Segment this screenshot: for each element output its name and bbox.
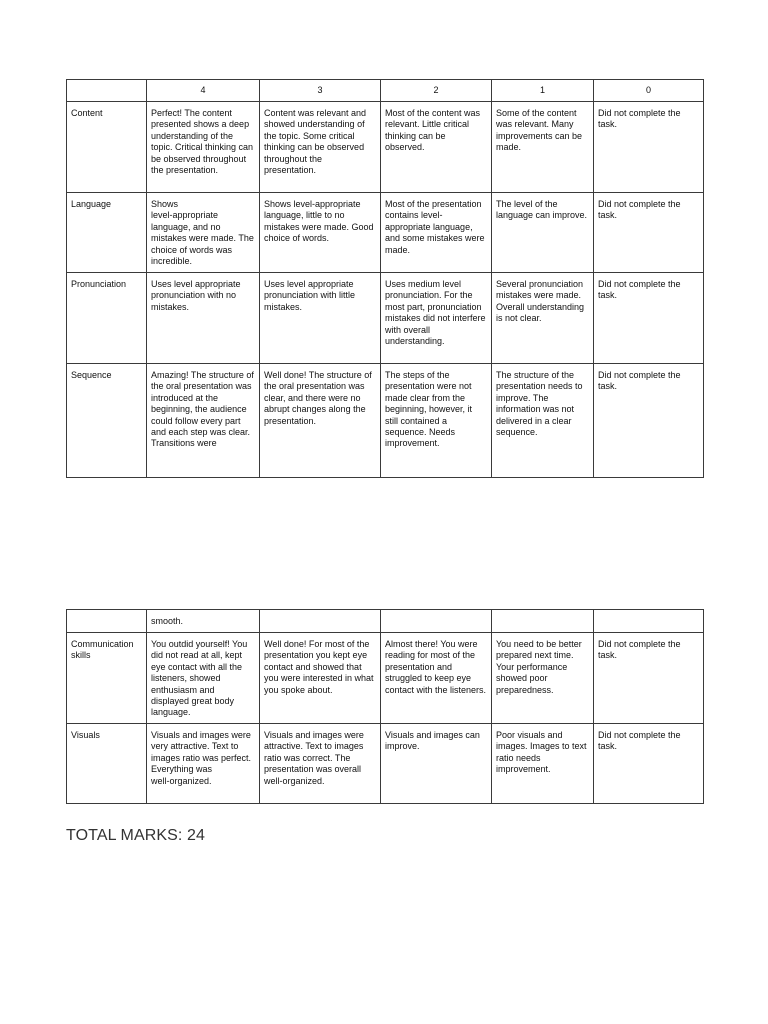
- descriptor-cell-2: Almost there! You were reading for most of the presentation and struggled to keep eye contact with the listeners.: [381, 633, 492, 724]
- rubric-row-language: [67, 193, 704, 273]
- header-cell-score-0: 0: [594, 80, 704, 102]
- descriptor-cell-0: Did not complete the task.: [594, 273, 704, 364]
- descriptor-cell-4: Shows level-appropriate language, and no mistakes were made. The choice of words was incredible.: [147, 193, 260, 273]
- criterion-cell: Pronunciation: [67, 273, 147, 364]
- criterion-cell: Sequence: [67, 364, 147, 478]
- criterion-cell: Visuals: [67, 724, 147, 804]
- descriptor-cell-4: Amazing! The structure of the oral presentation was introduced at the beginning, the audience could follow every part and each step was clear. Transitions were: [147, 364, 260, 478]
- criterion-cell: Language: [67, 193, 147, 273]
- continuation-cell-1: [492, 610, 594, 633]
- rubric-table-part-1: [66, 79, 704, 478]
- criterion-cell: Content: [67, 102, 147, 193]
- descriptor-cell-2: Most of the content was relevant. Little critical thinking can be observed.: [381, 102, 492, 193]
- descriptor-cell-3: Visuals and images were attractive. Text to images ratio was correct. The presentation was overall well-organized.: [260, 724, 381, 804]
- continuation-cell-criterion: [67, 610, 147, 633]
- descriptor-cell-2: The steps of the presentation were not made clear from the beginning, however, it still contained a sequence. Needs improvement.: [381, 364, 492, 478]
- total-marks: TOTAL MARKS: 24: [66, 827, 206, 844]
- descriptor-cell-0: Did not complete the task.: [594, 633, 704, 724]
- descriptor-cell-2: Visuals and images can improve.: [381, 724, 492, 804]
- continuation-cell-2: [381, 610, 492, 633]
- header-cell-score-2: 2: [381, 80, 492, 102]
- descriptor-cell-4: Visuals and images were very attractive. Text to images ratio was perfect. Everything was well-organized.: [147, 724, 260, 804]
- rubric-row-continuation: [67, 610, 704, 633]
- header-cell-score-3: 3: [260, 80, 381, 102]
- descriptor-cell-1: You need to be better prepared next time. Your performance showed poor preparedness.: [492, 633, 594, 724]
- descriptor-cell-2: Most of the presentation contains level-appropriate language, and some mistakes were made.: [381, 193, 492, 273]
- descriptor-cell-1: The structure of the presentation needs to improve. The information was not delivered in a clear sequence.: [492, 364, 594, 478]
- header-cell-criterion: [67, 80, 147, 102]
- descriptor-cell-3: Uses level appropriate pronunciation with little mistakes.: [260, 273, 381, 364]
- descriptor-cell-1: Poor visuals and images. Images to text ratio needs improvement.: [492, 724, 594, 804]
- rubric-table-part-2: [66, 609, 704, 804]
- descriptor-cell-0: Did not complete the task.: [594, 364, 704, 478]
- descriptor-cell-4: Perfect! The content presented shows a deep understanding of the topic. Critical thinking can be observed throughout the presentation.: [147, 102, 260, 193]
- criterion-cell: Communication skills: [67, 633, 147, 724]
- continuation-cell-4: smooth.: [147, 610, 260, 633]
- descriptor-cell-3: Shows level-appropriate language, little to no mistakes were made. Good choice of words.: [260, 193, 381, 273]
- descriptor-cell-1: The level of the language can improve.: [492, 193, 594, 273]
- header-cell-score-1: 1: [492, 80, 594, 102]
- descriptor-cell-0: Did not complete the task.: [594, 102, 704, 193]
- rubric-row-sequence: [67, 364, 704, 478]
- descriptor-cell-2: Uses medium level pronunciation. For the most part, pronunciation mistakes did not interfere with overall understanding.: [381, 273, 492, 364]
- rubric-header-row: [67, 80, 704, 102]
- rubric-row-content: [67, 102, 704, 193]
- rubric-row-visuals: [67, 724, 704, 804]
- continuation-cell-0: [594, 610, 704, 633]
- rubric-row-pronunciation: [67, 273, 704, 364]
- continuation-cell-3: [260, 610, 381, 633]
- rubric-row-communication-skills: [67, 633, 704, 724]
- descriptor-cell-0: Did not complete the task.: [594, 193, 704, 273]
- descriptor-cell-3: Well done! The structure of the oral presentation was clear, and there were no abrupt changes along the presentation.: [260, 364, 381, 478]
- descriptor-cell-0: Did not complete the task.: [594, 724, 704, 804]
- descriptor-cell-3: Well done! For most of the presentation you kept eye contact and showed that you were interested in what you spoke about.: [260, 633, 381, 724]
- descriptor-cell-4: You outdid yourself! You did not read at all, kept eye contact with all the listeners, showed enthusiasm and displayed great body language.: [147, 633, 260, 724]
- descriptor-cell-1: Several pronunciation mistakes were made. Overall understanding is not clear.: [492, 273, 594, 364]
- descriptor-cell-4: Uses level appropriate pronunciation with no mistakes.: [147, 273, 260, 364]
- header-cell-score-4: 4: [147, 80, 260, 102]
- descriptor-cell-1: Some of the content was relevant. Many improvements can be made.: [492, 102, 594, 193]
- descriptor-cell-3: Content was relevant and showed understanding of the topic. Some critical thinking can be observed throughout the presentation.: [260, 102, 381, 193]
